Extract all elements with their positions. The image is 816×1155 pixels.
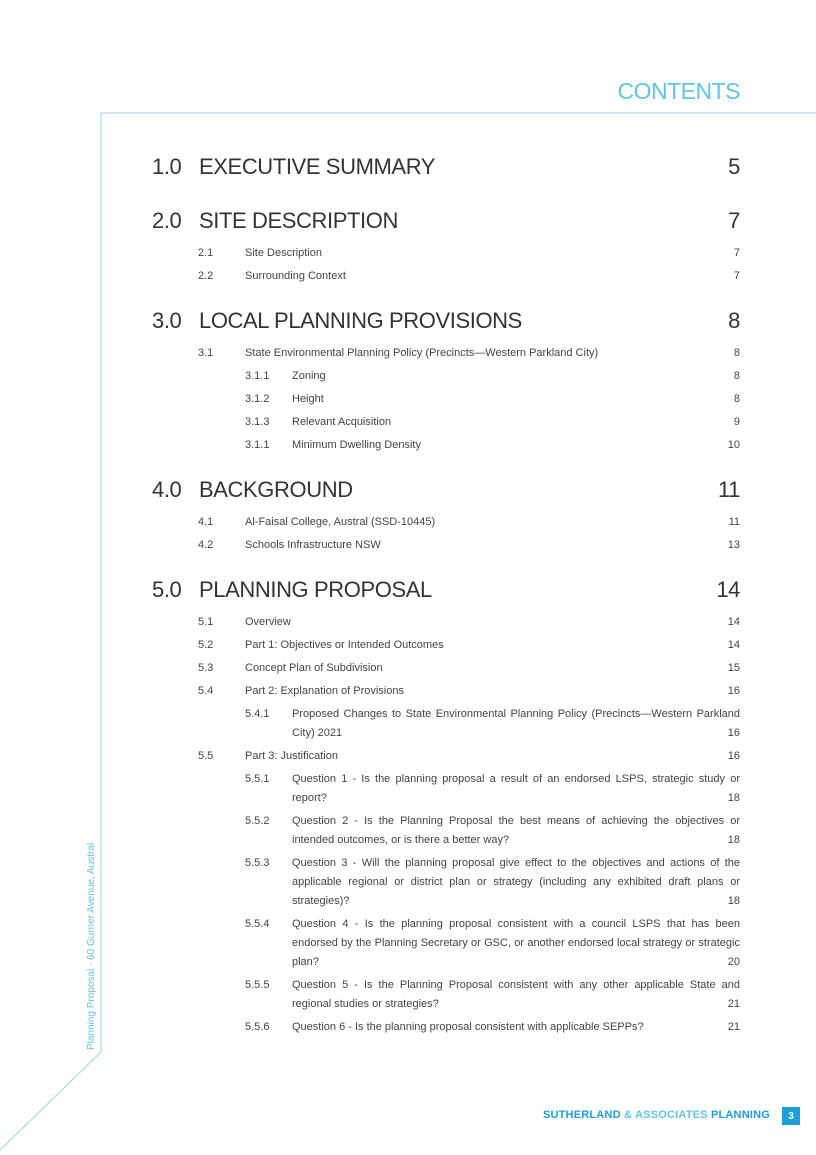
entry-page: 8: [733, 347, 740, 359]
toc-entry-2-1[interactable]: [152, 242, 740, 265]
entry-title: Zoning: [292, 370, 326, 382]
entry-page: 14: [727, 639, 740, 651]
entry-page: 16: [727, 685, 740, 697]
entry-title: Question 6 - Is the planning proposal consistent with applicable SEPPs?: [292, 1021, 644, 1033]
entry-number: 5.4: [198, 685, 214, 697]
entry-number: 4.1: [198, 516, 214, 528]
entry-page: 21: [727, 1021, 740, 1033]
toc-entry-5-5[interactable]: [152, 745, 740, 768]
toc-entry-5-5-5[interactable]: [152, 974, 740, 1016]
entry-text: [292, 854, 740, 911]
side-caption: Planning Proposal - 60 Gurner Avenue, Austral: [86, 842, 97, 1050]
entry-title: Question 5 - Is the Planning Proposal consistent with any other applicable State and regional studies or strategies?: [292, 979, 740, 1010]
entry-title: Site Description: [245, 247, 323, 259]
entry-number: 5.5: [198, 750, 214, 762]
section-number: 1.0: [152, 154, 182, 179]
toc-entry-2-2[interactable]: [152, 265, 740, 288]
entry-page: 20: [727, 956, 740, 968]
section-page: 14: [716, 577, 740, 602]
entry-number: 3.1.1: [245, 370, 270, 382]
toc-section-4: [152, 477, 740, 557]
toc-section-1: [152, 154, 740, 188]
entry-number: 3.1.2: [245, 393, 270, 405]
toc-entry-4-2[interactable]: [152, 534, 740, 557]
toc-entry-2[interactable]: [152, 208, 740, 242]
entry-page: 10: [727, 439, 740, 451]
brand-connector: & ASSOCIATES: [624, 1109, 708, 1121]
entry-page: 7: [733, 270, 740, 282]
toc-entry-3-1-3[interactable]: [152, 411, 740, 434]
toc-entry-5-5-6[interactable]: [152, 1016, 740, 1039]
toc-entry-5-5-1[interactable]: [152, 768, 740, 810]
entry-title: Proposed Changes to State Environmental Planning Policy (Precincts—Western Parkland City) 2021: [292, 708, 740, 739]
entry-page: 16: [727, 750, 740, 762]
toc-entry-4-1[interactable]: [152, 511, 740, 534]
entry-number: 2.2: [198, 270, 214, 282]
entry-page: 16: [727, 727, 740, 739]
entry-page: 8: [733, 370, 740, 382]
entry-title: Part 2: Explanation of Provisions: [245, 685, 404, 697]
entry-title: Height: [292, 393, 324, 405]
section-number: 4.0: [152, 477, 182, 502]
entry-title: Question 1 - Is the planning proposal a result of an endorsed LSPS, strategic study or report?: [292, 773, 740, 804]
entry-number: 5.5.4: [245, 918, 270, 930]
footer-brand: [543, 1109, 770, 1121]
toc-entry-3-1[interactable]: [152, 342, 740, 365]
section-title: LOCAL PLANNING PROVISIONS: [199, 308, 522, 333]
entry-page: 9: [733, 416, 740, 428]
entry-page: 18: [727, 792, 740, 804]
entry-page: 8: [733, 393, 740, 405]
page-title: CONTENTS: [617, 78, 740, 104]
entry-number: 2.1: [198, 247, 214, 259]
toc-entry-5-3[interactable]: [152, 657, 740, 680]
entry-number: 5.5.1: [245, 773, 270, 785]
section-page: 7: [728, 208, 740, 233]
entry-number: 4.2: [198, 539, 214, 551]
entry-number: 5.5.5: [245, 979, 270, 991]
section-title: BACKGROUND: [199, 477, 353, 502]
toc-entry-5-4-1[interactable]: [152, 703, 740, 745]
entry-title: Question 3 - Will the planning proposal give effect to the objectives and actions of the applicable regional or district plan or strategy (including any exhibited draft plans or strategies)?: [292, 857, 740, 907]
entry-title: Relevant Acquisition: [292, 416, 392, 428]
entry-page: 14: [727, 616, 740, 628]
toc-entry-5-1[interactable]: [152, 611, 740, 634]
entry-title: Surrounding Context: [245, 270, 346, 282]
entry-number: 3.1.3: [245, 416, 270, 428]
entry-number: 5.5.3: [245, 857, 270, 869]
entry-number: 3.1.1: [245, 439, 270, 451]
entry-page: 18: [727, 834, 740, 846]
entry-title: Part 1: Objectives or Intended Outcomes: [245, 639, 444, 651]
entry-page: 15: [727, 662, 740, 674]
toc-entry-3-1-4[interactable]: [152, 434, 740, 457]
entry-number: 5.1: [198, 616, 214, 628]
toc-entry-1[interactable]: [152, 154, 740, 188]
entry-page: 13: [727, 539, 740, 551]
toc-section-5: [152, 577, 740, 1039]
toc-entry-5-5-4[interactable]: [152, 913, 740, 974]
entry-number: 3.1: [198, 347, 214, 359]
table-of-contents: [152, 154, 740, 1059]
entry-page: 11: [728, 516, 740, 528]
toc-entry-5-2[interactable]: [152, 634, 740, 657]
entry-title: Overview: [245, 616, 291, 628]
entry-number: 5.5.6: [245, 1021, 270, 1033]
entry-title: Schools Infrastructure NSW: [245, 539, 381, 551]
page-number: 3: [782, 1107, 800, 1125]
entry-title: Question 2 - Is the Planning Proposal the best means of achieving the objectives or intended outcomes, or is there a better way?: [292, 815, 740, 846]
section-title: PLANNING PROPOSAL: [199, 577, 432, 602]
toc-section-3: [152, 308, 740, 457]
entry-number: 5.5.2: [245, 815, 270, 827]
toc-entry-4[interactable]: [152, 477, 740, 511]
toc-entry-5-4[interactable]: [152, 680, 740, 703]
entry-title: Minimum Dwelling Density: [292, 439, 421, 451]
entry-text: [292, 1018, 740, 1037]
toc-entry-5-5-3[interactable]: [152, 852, 740, 913]
toc-section-2: [152, 208, 740, 288]
entry-title: State Environmental Planning Policy (Precincts—Western Parkland City): [245, 347, 599, 359]
toc-entry-3[interactable]: [152, 308, 740, 342]
section-page: 5: [728, 154, 740, 179]
entry-text: [292, 770, 740, 808]
section-page: 8: [728, 308, 740, 333]
entry-page: 18: [727, 895, 740, 907]
entry-text: [292, 915, 740, 972]
entry-title: Al-Faisal College, Austral (SSD-10445): [245, 516, 436, 528]
entry-title: Concept Plan of Subdivision: [245, 662, 383, 674]
entry-page: 21: [727, 998, 740, 1010]
entry-number: 5.4.1: [245, 708, 270, 720]
entry-number: 5.2: [198, 639, 214, 651]
toc-entry-5[interactable]: [152, 577, 740, 611]
toc-entry-3-1-1[interactable]: [152, 365, 740, 388]
toc-entry-3-1-2[interactable]: [152, 388, 740, 411]
section-title: EXECUTIVE SUMMARY: [199, 154, 436, 179]
brand-suffix: PLANNING: [710, 1109, 770, 1121]
entry-title: Part 3: Justification: [245, 750, 338, 762]
section-number: 5.0: [152, 577, 182, 602]
entry-text: [292, 705, 740, 743]
entry-page: 7: [733, 247, 740, 259]
section-title: SITE DESCRIPTION: [199, 208, 398, 233]
entry-number: 5.3: [198, 662, 214, 674]
entry-text: [292, 812, 740, 850]
section-page: 11: [717, 477, 740, 502]
entry-text: [292, 976, 740, 1014]
section-number: 3.0: [152, 308, 182, 333]
brand-name: SUTHERLAND: [542, 1109, 621, 1121]
section-number: 2.0: [152, 208, 182, 233]
entry-title: Question 4 - Is the planning proposal consistent with a council LSPS that has been endorsed by the Planning Secretary or GSC, or another endorsed local strategy or strategic plan?: [292, 918, 740, 968]
toc-entry-5-5-2[interactable]: [152, 810, 740, 852]
